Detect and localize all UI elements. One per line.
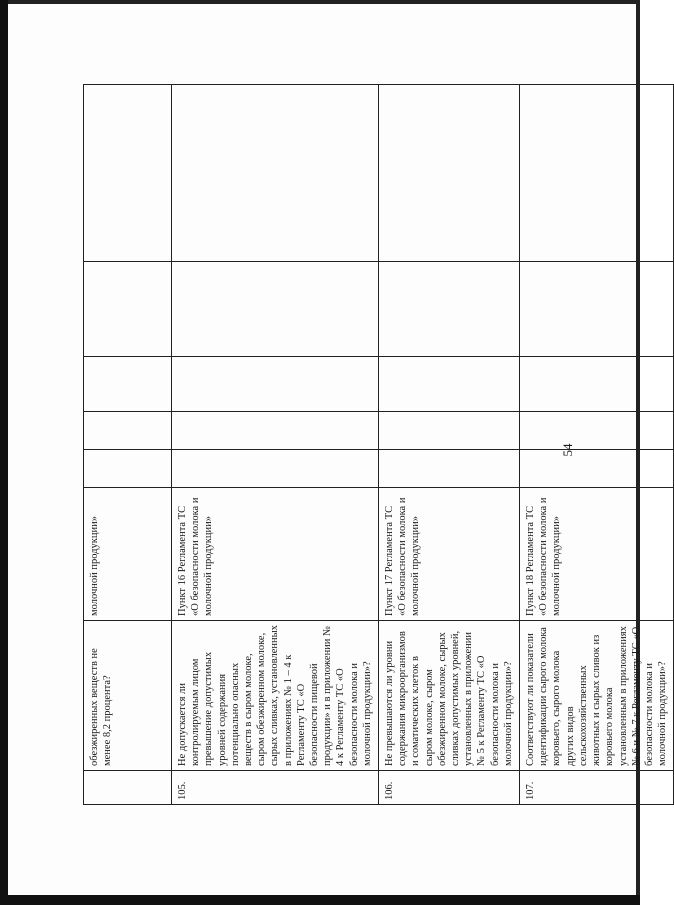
cell-reference: Пункт 16 Регламента ТС «О безопасности молока и молочной продукции» <box>172 488 379 621</box>
cell-no <box>379 412 520 450</box>
cell-reference: Пункт 17 Регламента ТС «О безопасности молока и молочной продукции» <box>379 488 520 621</box>
cell-note <box>84 262 172 357</box>
cell-question: обезжиренных веществ не менее 8,2 процента? <box>84 621 172 771</box>
cell-yes <box>172 450 379 488</box>
cell-reference: молочной продукции» <box>84 488 172 621</box>
page-number: 54 <box>560 443 575 457</box>
rotated-table-wrapper <box>83 85 669 805</box>
cell-na <box>172 357 379 412</box>
cell-num: 107. <box>520 771 674 805</box>
scan-border-left <box>0 0 8 905</box>
cell-yes <box>379 450 520 488</box>
cell-num <box>84 771 172 805</box>
cell-na <box>379 357 520 412</box>
scan-border-top <box>0 0 640 4</box>
table-row <box>379 85 520 805</box>
table-row-continuation <box>84 85 172 805</box>
cell-no <box>172 412 379 450</box>
cell-extra <box>520 85 674 262</box>
cell-yes <box>520 450 674 488</box>
cell-extra <box>379 85 520 262</box>
checklist-table <box>83 84 674 805</box>
cell-no <box>520 412 674 450</box>
cell-num: 106. <box>379 771 520 805</box>
cell-question: Не превышаются ли уровни содержания микроорганизмов и соматических клеток в сыром молоке, сыром обезжиренном молоке, сырых сливках допустимых уровней, установленных в приложении № 5 к Регламенту ТС «О безопасности молока и молочной продукции»? <box>379 621 520 771</box>
cell-na <box>84 357 172 412</box>
cell-note <box>172 262 379 357</box>
cell-extra <box>172 85 379 262</box>
cell-question: Не допускается ли контролируемым лицом превышение допустимых уровней содержания потенциально опасных веществ в сыром молоке, сыром обезжиренном молоке, сырых сливках, установленных в приложениях № 1 – 4 к Регламенту ТС «О безопасности пищевой продукции» и в приложении № 4 к Регламенту ТС «О безопасности молока и молочной продукции»? <box>172 621 379 771</box>
cell-na <box>520 357 674 412</box>
cell-extra <box>84 85 172 262</box>
cell-question: Соответствуют ли показатели идентификации сырого молока коровьего, сырого молока других видов сельскохозяйственных животных и сырых сливок из коровьего молока установленным в приложениях № 6 и № 7 к Регламенту ТС «О безопасности молока и молочной продукции»? <box>520 621 674 771</box>
table-row <box>172 85 379 805</box>
cell-no <box>84 412 172 450</box>
cell-num: 105. <box>172 771 379 805</box>
cell-note <box>379 262 520 357</box>
scan-border-bottom <box>0 895 640 905</box>
cell-yes <box>84 450 172 488</box>
cell-reference: Пункт 18 Регламента ТС «О безопасности молока и молочной продукции» <box>520 488 674 621</box>
table-row <box>520 85 674 805</box>
cell-note <box>520 262 674 357</box>
